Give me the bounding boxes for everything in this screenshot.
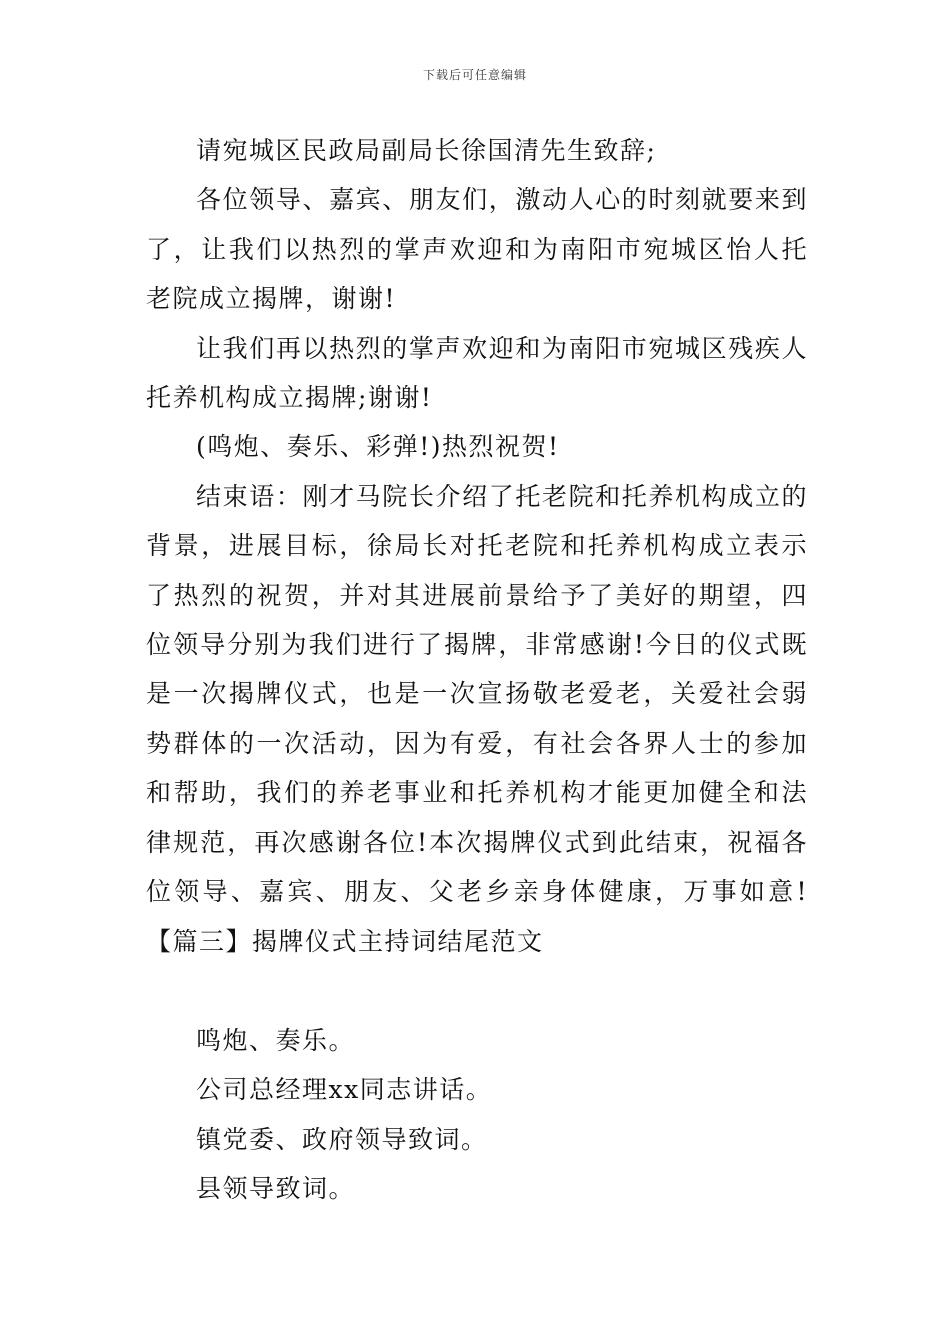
list-item: 鸣炮、奏乐。	[196, 1025, 356, 1055]
document-body	[146, 126, 808, 1214]
paragraph: (鸣炮、奏乐、彩弹!)热烈祝贺!	[196, 432, 560, 462]
paragraph: 结束语：刚才马院长介绍了托老院和托养机构成立的背景，进展目标，徐局长对托老院和托养机构成立表示了热烈的祝贺，并对其进展前景给予了美好的期望，四位领导分别为我们进行了揭牌，非常感谢!今日的仪式既是一次揭牌仪式，也是一次宣扬敬老爱老，关爱社会弱势群体的一次活动，因为有爱，有社会各界人士的参加和帮助，我们的养老事业和托养机构才能更加健全和法律规范，再次感谢各位!本次揭牌仪式到此结束，祝福各位领导、嘉宾、朋友、父老乡亲身体健康，万事如意!【篇三】揭牌仪式主持词结尾范文	[146, 481, 808, 956]
list-item: 镇党委、政府领导致词。	[196, 1124, 488, 1154]
paragraph: 让我们再以热烈的掌声欢迎和为南阳市宛城区残疾人托养机构成立揭牌;谢谢!	[146, 333, 808, 413]
list-item: 公司总经理xx同志讲话。	[196, 1075, 493, 1105]
paragraph: 请宛城区民政局副局长徐国清先生致辞;	[196, 136, 657, 165]
paragraph-gap	[146, 966, 808, 1016]
page-header-note: 下载后可任意编辑	[422, 68, 527, 82]
paragraph: 各位领导、嘉宾、朋友们，激动人心的时刻就要来到了，让我们以热烈的掌声欢迎和为南阳市宛城区怡人托老院成立揭牌，谢谢!	[146, 185, 808, 314]
list-item: 县领导致词。	[196, 1174, 356, 1204]
